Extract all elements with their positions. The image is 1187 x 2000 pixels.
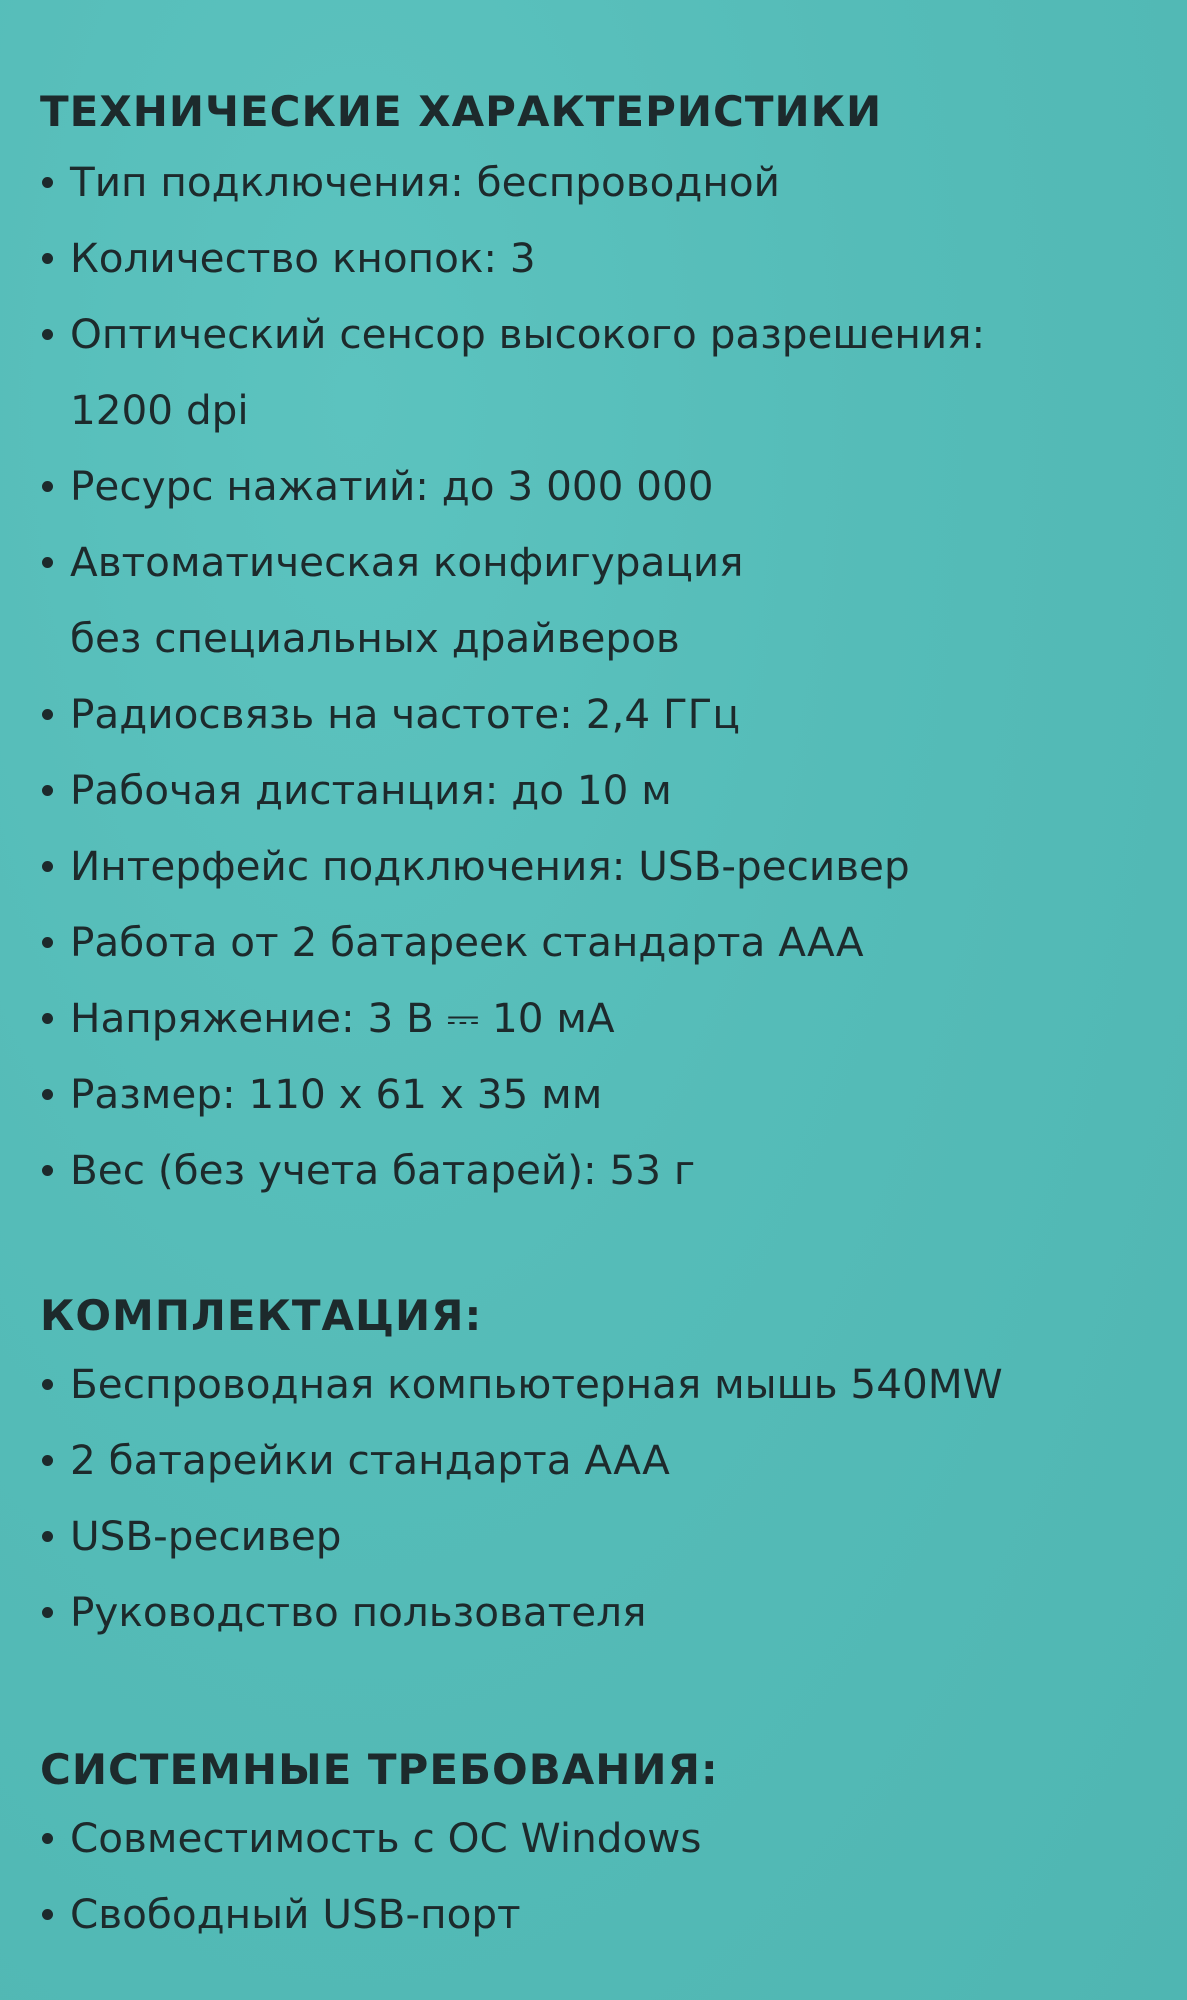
list-item [40, 980, 1160, 1056]
list-item [40, 676, 1160, 752]
bullet-icon [42, 709, 53, 720]
bullet-icon [42, 253, 53, 264]
list-item [40, 220, 1160, 296]
sysreq-windows: Совместимость с ОС Windows [70, 1814, 702, 1862]
list-item [40, 524, 1160, 676]
specs-heading: ТЕХНИЧЕСКИЕ ХАРАКТЕРИСТИКИ [40, 87, 883, 136]
bullet-icon [42, 1531, 53, 1542]
spec-button-count: Количество кнопок: 3 [70, 234, 536, 282]
bullet-icon [42, 937, 53, 948]
list-item [40, 448, 1160, 524]
list-item [40, 1800, 1160, 1876]
spec-click-resource: Ресурс нажатий: до 3 000 000 [70, 462, 714, 510]
sysreq-usb-port: Свободный USB-порт [70, 1890, 521, 1938]
list-item [40, 1498, 1160, 1574]
bullet-icon [42, 1379, 53, 1390]
kit-batteries: 2 батарейки стандарта AAA [70, 1436, 670, 1484]
list-item [40, 144, 1160, 220]
sysreq-list [40, 1800, 1160, 1952]
bullet-icon [42, 1909, 53, 1920]
spec-weight: Вес (без учета батарей): 53 г [70, 1146, 696, 1194]
spec-sensor: Оптический сенсор высокого разрешения: [70, 310, 986, 358]
list-item [40, 1422, 1160, 1498]
list-item [40, 296, 1160, 448]
bullet-icon [42, 1607, 53, 1618]
list-item [40, 752, 1160, 828]
spec-batteries: Работа от 2 батареек стандарта AAA [70, 918, 864, 966]
spec-voltage: Напряжение: 3 В ⎓ 10 мА [70, 994, 615, 1042]
bullet-icon [42, 785, 53, 796]
spec-autoconfig: Автоматическая конфигурация [70, 538, 744, 586]
kit-list [40, 1346, 1160, 1650]
bullet-icon [42, 1013, 53, 1024]
bullet-icon [42, 557, 53, 568]
bullet-icon [42, 1165, 53, 1176]
spec-interface: Интерфейс подключения: USB-ресивер [70, 842, 910, 890]
list-item [40, 1876, 1160, 1952]
spec-working-distance: Рабочая дистанция: до 10 м [70, 766, 672, 814]
kit-section [40, 1286, 1160, 1650]
bullet-icon [42, 1833, 53, 1844]
bullet-icon [42, 1455, 53, 1466]
bullet-icon [42, 177, 53, 188]
bullet-icon [42, 1089, 53, 1100]
bullet-icon [42, 481, 53, 492]
specs-list [40, 144, 1160, 1208]
specs-section [40, 82, 1160, 1208]
spec-size: Размер: 110 x 61 x 35 мм [70, 1070, 603, 1118]
kit-manual: Руководство пользователя [70, 1588, 647, 1636]
kit-heading: КОМПЛЕКТАЦИЯ: [40, 1291, 483, 1340]
list-item [40, 1056, 1160, 1132]
sysreq-section [40, 1740, 1160, 1952]
spec-radio-frequency: Радиосвязь на частоте: 2,4 ГГц [70, 690, 740, 738]
list-item [40, 904, 1160, 980]
bullet-icon [42, 329, 53, 340]
spec-connection-type: Тип подключения: беспроводной [70, 158, 780, 206]
bullet-icon [42, 861, 53, 872]
spec-sensor-continuation: 1200 dpi [70, 386, 249, 434]
list-item [40, 828, 1160, 904]
list-item [40, 1574, 1160, 1650]
spec-autoconfig-continuation: без специальных драйверов [70, 614, 680, 662]
list-item [40, 1346, 1160, 1422]
sysreq-heading: СИСТЕМНЫЕ ТРЕБОВАНИЯ: [40, 1745, 719, 1794]
kit-mouse: Беспроводная компьютерная мышь 540MW [70, 1360, 1003, 1408]
list-item [40, 1132, 1160, 1208]
kit-usb-receiver: USB-ресивер [70, 1512, 342, 1560]
